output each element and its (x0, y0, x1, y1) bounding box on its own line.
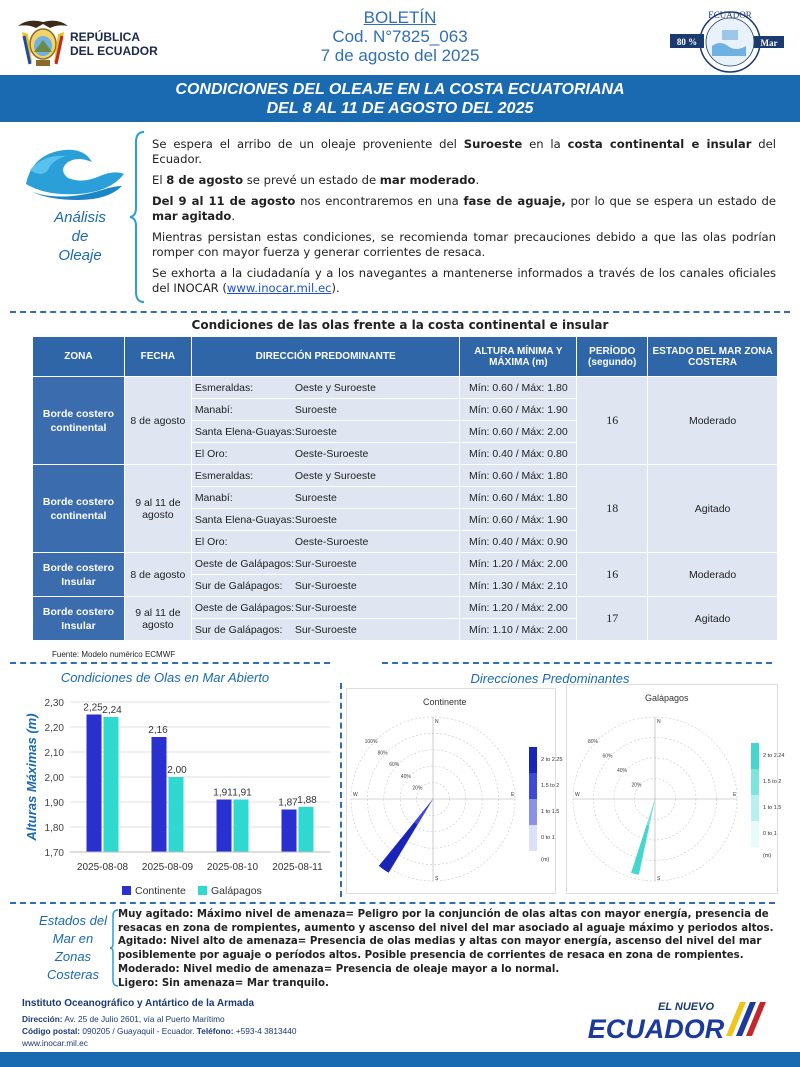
banner-line2: DEL 8 AL 11 DE AGOSTO DEL 2025 (266, 100, 534, 117)
rose-legend-swatch (751, 821, 759, 847)
rose-legend-label: 1.5 to 2 (541, 783, 560, 789)
y-tick-label: 2,00 (44, 773, 64, 784)
x-tick-label: 2025-08-09 (141, 862, 194, 873)
seal-top-text: ECUADOR (708, 10, 752, 20)
bulletin-code: Cod. N°7825_063 (332, 27, 468, 46)
col-zona: ZONA (33, 337, 125, 377)
analysis-p4: Mientras persistan estas condiciones, se recomienda tomar precauciones debido a que las olas podrían romper con mayor fuerza y generar corrientes de resaca. (152, 230, 776, 259)
rose-ring-label: 80% (377, 750, 388, 757)
col-altura: ALTURA MÍNIMA Y MÁXIMA (m) (460, 337, 577, 377)
height-cell: Mín: 0.60 / Máx: 1.80 (460, 487, 577, 509)
height-cell: Mín: 0.40 / Máx: 0.80 (460, 443, 577, 465)
direction-cell: El Oro: Oeste-Suroeste (191, 443, 460, 465)
rose-title: Continente (423, 697, 467, 707)
col-estado: ESTADO DEL MAR ZONA COSTERA (648, 337, 778, 377)
height-cell: Mín: 0.60 / Máx: 1.80 (460, 465, 577, 487)
bar-continente (282, 810, 297, 853)
height-cell: Mín: 1.10 / Máx: 2.00 (460, 619, 577, 641)
rose-legend-swatch (529, 799, 537, 825)
col-direccion: DIRECCIÓN PREDOMINANTE (191, 337, 460, 377)
rose-legend-label: 0 to 1 (763, 831, 777, 837)
states-text (118, 908, 778, 990)
y-tick-label: 1,80 (44, 823, 64, 834)
inocar-link[interactable]: www.inocar.mil.ec (226, 281, 332, 295)
country-line1: REPÚBLICA (70, 30, 141, 44)
direction-cell: Santa Elena-Guayas: Suroeste (191, 421, 460, 443)
rose-compass-label: E (733, 792, 737, 798)
data-label: 2,00 (167, 765, 187, 776)
bar-galápagos (169, 777, 184, 852)
bar-chart-title: Condiciones de Olas en Mar Abierto (60, 670, 270, 685)
rose-legend-swatch (751, 743, 759, 769)
height-cell: Mín: 0.60 / Máx: 1.80 (460, 377, 577, 399)
direction-cell: Oeste de Galápagos: Sur-Suroeste (191, 553, 460, 575)
rose-legend-label: 2 to 2.25 (541, 757, 563, 763)
col-fecha: FECHA (124, 337, 191, 377)
rose-continente (346, 688, 563, 894)
bottom-bar (0, 1052, 800, 1067)
rose-petal-inner (414, 799, 433, 825)
rose-ring-label: 60% (389, 762, 400, 769)
country-name (70, 30, 158, 58)
rose-legend-label: 1 to 1.5 (541, 809, 560, 815)
legend-label: Galápagos (211, 885, 262, 897)
ecuador-coat-of-arms-icon (14, 12, 72, 70)
bar-galápagos (104, 717, 119, 852)
table-row (33, 553, 778, 575)
rose-legend-swatch (529, 773, 537, 799)
el-nuevo-ecuador-logo (587, 996, 774, 1044)
rose-legend-unit: (m) (541, 857, 550, 863)
table-title: Condiciones de las olas frente a la costa continental e insular (191, 318, 609, 332)
wave-conditions-table (32, 336, 778, 641)
directions-title: Direcciones Predominantes (470, 671, 630, 686)
rose-ring-label: 100% (364, 739, 378, 746)
rose-legend-label: 1 to 1.5 (763, 805, 782, 811)
rose-ring-label: 20% (631, 782, 642, 789)
height-cell: Mín: 1.20 / Máx: 2.00 (460, 597, 577, 619)
height-cell: Mín: 0.40 / Máx: 0.90 (460, 531, 577, 553)
svg-text:ECUADOR: ECUADOR (587, 1014, 725, 1044)
direction-cell: Sur de Galápagos: Sur-Suroeste (191, 575, 460, 597)
height-cell: Mín: 1.20 / Máx: 2.00 (460, 553, 577, 575)
analysis-p2: El 8 de agosto se prevé un estado de mar moderado. (152, 173, 480, 187)
analysis-title (40, 208, 120, 265)
y-tick-label: 1,70 (44, 848, 64, 859)
bar-continente (217, 800, 232, 853)
direction-cell: Oeste de Galápagos: Sur-Suroeste (191, 597, 460, 619)
direction-cell: Manabí: Suroeste (191, 487, 460, 509)
ecuador-mar-seal-icon (668, 6, 786, 74)
bar-galápagos (234, 800, 249, 853)
divider (10, 902, 775, 904)
rose-legend-swatch (751, 769, 759, 795)
analysis-text (152, 137, 776, 302)
bar-continente (152, 737, 167, 852)
rose-legend-unit: (m) (763, 853, 772, 859)
data-label: 1,88 (297, 795, 317, 806)
rose-legend-label: 1.5 to 2 (763, 779, 782, 785)
table-source: Fuente: Modelo numérico ECMWF (52, 650, 176, 659)
states-title: Estados del Mar en Zonas Costeras (39, 913, 107, 982)
rose-compass-label: N (657, 719, 661, 725)
divider (340, 683, 342, 897)
rose-legend-label: 0 to 1 (541, 835, 555, 841)
y-tick-label: 2,20 (44, 723, 64, 734)
seal-right-text: Mar (760, 38, 778, 48)
legend-label: Continente (135, 885, 186, 897)
analysis-p5: Se exhorta a la ciudadanía y a los navegantes a mantenerse informados a través de los canales oficiales del INOCAR (www.inocar.mil.ec). (152, 266, 776, 295)
direction-cell: Manabí: Suroeste (191, 399, 460, 421)
bar-chart (0, 684, 336, 900)
analysis-title-line3: Oleaje (58, 247, 102, 264)
height-cell: Mín: 0.60 / Máx: 1.90 (460, 509, 577, 531)
rose-compass-label: S (435, 876, 439, 882)
brace-divider (128, 130, 148, 304)
period-cell: 17 (577, 597, 648, 641)
rose-title: Galápagos (645, 693, 689, 703)
period-cell: 16 (577, 377, 648, 465)
legend-swatch (198, 886, 207, 895)
state-muy-agitado: Muy agitado: Máximo nivel de amenaza= Peligro por la conjunción de olas altas con mayor energía, presencia de resacas en zona de rompientes, aumento y ascenso del nivel del mar asociado al aguaje máximo y periodos altos. (118, 909, 774, 934)
bulletin-header (250, 8, 550, 65)
title-banner (0, 75, 800, 122)
analysis-title-line1: Análisis (54, 209, 106, 226)
direction-cell: El Oro: Oeste-Suroeste (191, 531, 460, 553)
x-tick-label: 2025-08-11 (272, 862, 323, 873)
analysis-p3: Del 9 al 11 de agosto nos encontraremos en una fase de aguaje, por lo que se espera un estado de mar agitado. (152, 194, 776, 223)
sea-state-cell: Moderado (648, 377, 778, 465)
bulletin-date: 7 de agosto del 2025 (320, 46, 480, 65)
table-row (33, 377, 778, 399)
rose-compass-label: S (657, 876, 661, 882)
state-agitado: Agitado: Nivel alto de amenaza= Presencia de olas medias y altas con mayor energía, ascenso del nivel del mar posiblemente por aguaje o períodos altos. Posible presencia de corrientes de resaca en zona de rompientes. (118, 936, 762, 962)
y-tick-label: 1,90 (44, 798, 64, 809)
analysis-title-line2: de (71, 228, 89, 245)
zone-cell: Borde costero continental (33, 465, 125, 553)
rose-compass-label: E (511, 792, 515, 798)
table-row (33, 597, 778, 619)
state-ligero: Ligero: Sin amenaza= Mar tranquilo. (118, 977, 329, 989)
data-label: 2,25 (83, 702, 103, 714)
date-cell: 8 de agosto (124, 377, 191, 465)
rose-galapagos (566, 684, 785, 894)
divider (10, 662, 330, 664)
col-periodo: PERÍODO (segundo) (577, 337, 648, 377)
x-tick-label: 2025-08-08 (76, 862, 129, 873)
rose-ring-label: 60% (602, 753, 613, 760)
data-label: 1,91 (232, 787, 252, 799)
rose-legend-swatch (529, 825, 537, 851)
date-cell: 9 al 11 de agosto (124, 465, 191, 553)
rose-legend-swatch (751, 795, 759, 821)
rose-ring-label: 40% (400, 773, 411, 780)
banner-line1: CONDICIONES DEL OLEAJE EN LA COSTA ECUATORIANA (175, 81, 625, 98)
direction-cell: Esmeraldas: Oeste y Suroeste (191, 377, 460, 399)
data-label: 1,87 (278, 797, 298, 809)
height-cell: Mín: 0.60 / Máx: 1.90 (460, 399, 577, 421)
legend-swatch (122, 886, 131, 895)
height-cell: Mín: 1.30 / Máx: 2.10 (460, 575, 577, 597)
rose-ring-label: 40% (617, 768, 628, 775)
institute-name: Instituto Oceanográfico y Antártico de la Armada (22, 998, 255, 1009)
sea-state-cell: Agitado (648, 465, 778, 553)
sea-state-cell: Moderado (648, 553, 778, 597)
bulletin-title: BOLETÍN (363, 8, 437, 27)
period-cell: 16 (577, 553, 648, 597)
zone-cell: Borde costero Insular (33, 553, 125, 597)
y-axis-label: Alturas Máximas (m) (24, 713, 39, 841)
seal-left-text: 80 % (676, 37, 698, 47)
zone-cell: Borde costero Insular (33, 597, 125, 641)
svg-text:EL NUEVO: EL NUEVO (657, 1001, 715, 1013)
direction-cell: Sur de Galápagos: Sur-Suroeste (191, 619, 460, 641)
wave-icon (22, 140, 128, 202)
y-tick-label: 2,30 (44, 698, 64, 709)
x-tick-label: 2025-08-10 (206, 862, 259, 873)
rose-compass-label: W (575, 792, 580, 798)
data-label: 1,91 (213, 787, 233, 799)
direction-cell: Santa Elena-Guayas: Suroeste (191, 509, 460, 531)
rose-petal-inner (647, 799, 655, 826)
divider (10, 311, 790, 313)
bar-continente (87, 715, 102, 853)
sea-state-cell: Agitado (648, 597, 778, 641)
analysis-p1: Se espera el arribo de un oleaje proveniente del Suroeste en la costa continental e insular del Ecuador. (152, 137, 776, 166)
rose-legend-label: 2 to 2.24 (763, 753, 785, 759)
rose-compass-label: N (435, 719, 439, 725)
address-block: Dirección: Av. 25 de Julio 2601, vía al Puerto Marítimo Código postal: 090205 / Guayaquil - Ecuador. Teléfono: +593-4 3813440 www.inocar.mil.ec (22, 1014, 297, 1048)
zone-cell: Borde costero continental (33, 377, 125, 465)
y-tick-label: 2,10 (44, 748, 64, 759)
data-label: 2,24 (102, 705, 122, 716)
rose-legend-swatch (529, 747, 537, 773)
footer-web[interactable]: www.inocar.mil.ec (22, 1038, 88, 1048)
period-cell: 18 (577, 465, 648, 553)
bar-galápagos (299, 807, 314, 852)
divider (382, 662, 772, 664)
date-cell: 9 al 11 de agosto (124, 597, 191, 641)
rose-compass-label: W (353, 792, 358, 798)
direction-cell: Esmeraldas: Oeste y Suroeste (191, 465, 460, 487)
date-cell: 8 de agosto (124, 553, 191, 597)
data-label: 2,16 (148, 725, 168, 736)
table-row (33, 465, 778, 487)
country-line2: DEL ECUADOR (70, 44, 158, 58)
rose-ring-label: 20% (412, 785, 423, 792)
state-moderado: Moderado: Nivel medio de amenaza= Presencia de oleaje mayor a lo normal. (118, 963, 560, 975)
rose-ring-label: 80% (588, 739, 599, 746)
height-cell: Mín: 0.60 / Máx: 2.00 (460, 421, 577, 443)
